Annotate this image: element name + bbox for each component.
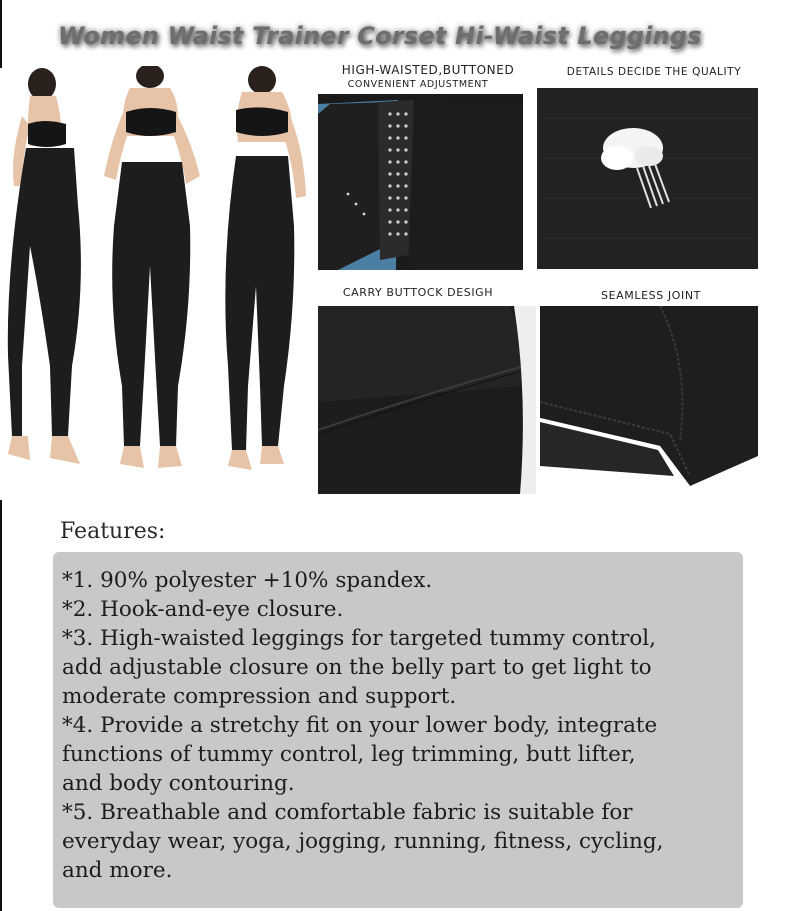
panel-label-buttoned: HIGH-WAISTED,BUTTONED xyxy=(341,63,515,77)
feature-line: and more. xyxy=(62,858,173,883)
buttock-design-photo xyxy=(318,306,536,494)
feature-line: functions of tummy control, leg trimming, butt lifter, xyxy=(62,742,636,767)
features-heading: Features: xyxy=(60,519,166,544)
product-title-text: Women Waist Trainer Corset Hi-Waist Leggings xyxy=(58,22,702,50)
closure-detail-photo xyxy=(318,94,523,270)
panel-label-seamless: SEAMLESS JOINT xyxy=(601,289,701,302)
feature-line: add adjustable closure on the belly part to get light to xyxy=(62,655,652,680)
model-center xyxy=(104,66,200,468)
feature-line: *2. Hook-and-eye closure. xyxy=(62,597,344,622)
model-left xyxy=(8,68,81,464)
fabric-quality-photo xyxy=(537,88,758,269)
panel-label-quality: DETAILS DECIDE THE QUALITY xyxy=(566,66,742,78)
seamless-joint-photo xyxy=(540,306,758,486)
feature-line: and body contouring. xyxy=(62,771,295,796)
feature-line: *4. Provide a stretchy fit on your lower body, integrate xyxy=(62,713,658,738)
model-photos xyxy=(0,66,310,480)
feature-line: *1. 90% polyester +10% spandex. xyxy=(62,568,433,593)
panel-label-buttock: CARRY BUTTOCK DESIGH xyxy=(342,286,494,299)
feature-line: moderate compression and support. xyxy=(62,684,457,709)
product-title xyxy=(58,22,768,62)
left-border-bottom xyxy=(0,500,2,911)
model-right xyxy=(225,66,306,470)
feature-line: *3. High-waisted leggings for targeted tummy control, xyxy=(62,626,657,651)
left-border-top xyxy=(0,0,2,68)
panel-label-adjustment: CONVENIENT ADJUSTMENT xyxy=(347,79,489,90)
feature-line: *5. Breathable and comfortable fabric is suitable for xyxy=(62,800,633,825)
feature-line: everyday wear, yoga, jogging, running, fitness, cycling, xyxy=(62,829,664,854)
